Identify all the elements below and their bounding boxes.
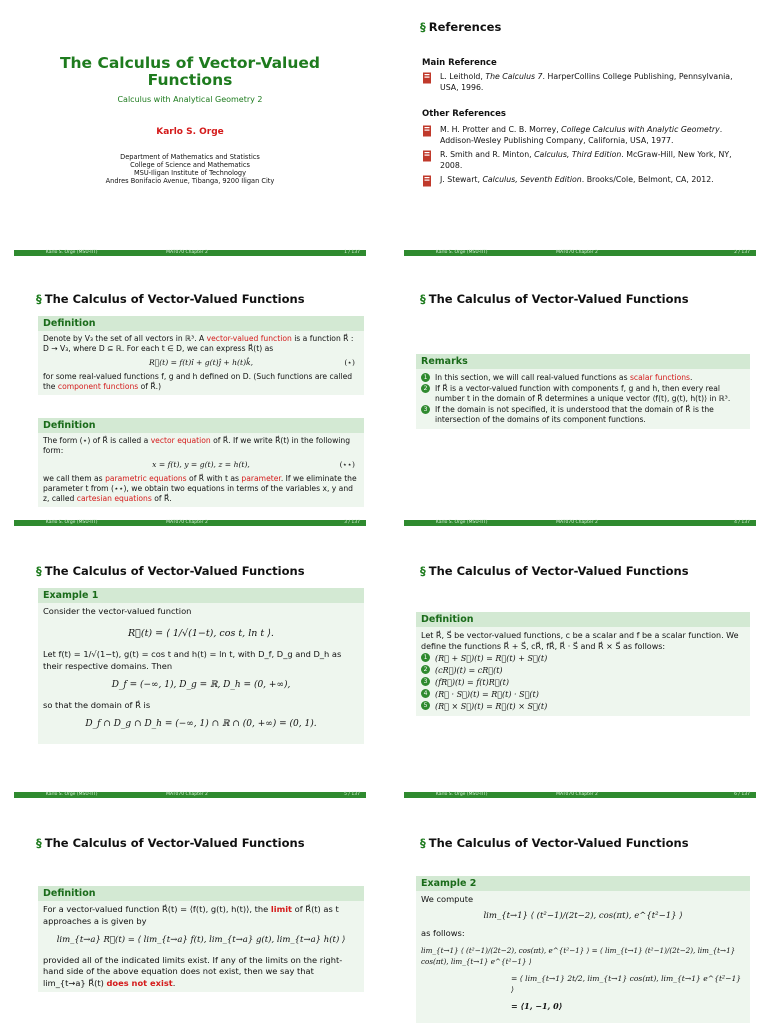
book-icon xyxy=(422,72,432,84)
definition-block: Definition For a vector-valued function R⃗(t) = ⟨f(t), g(t), h(t)⟩, the limit of R⃗(t) as t approaches a is given by lim_{t→a} R⃗(t) = ⟨ lim_{t→a} f(t), lim_{t→a} g(t), lim_{t→a} h(t) ⟩ provided all of the indicated limits exist. If any of the limits on the right-hand side of the above equation does not exist, then we say that lim_{t→a} R⃗(t) does not exist. xyxy=(38,886,364,992)
section-heading: § The Calculus of Vector-Valued Functions xyxy=(420,292,689,306)
slide-4 xyxy=(404,280,756,540)
slide-6 xyxy=(404,552,756,812)
definition-block: Definition The form (⋆) of R⃗ is called a vector equation of R⃗. If we write R⃗(t) in the following form: x = f(t), y = g(t), z = h(t), (⋆⋆) we call them as parametric equations of R⃗ with t as parameter. If we eliminate the parameter t from (⋆⋆), we obtain two equations in terms of the variables x, y and z, called cartesian equations of R⃗. xyxy=(38,418,364,507)
slide-footer: Karlo S. Orge (MSU-IIT) MAT070 Chapter 2 2 / 137 xyxy=(404,250,756,256)
remarks-block: Remarks 1 In this section, we will call real-valued functions as scalar functions. 2 If R⃗ is a vector-valued function with components f, g and h, then every real number t in the domain of R⃗ determines a unique vector ⟨f(t), g(t), h(t)⟩ in ℝ³. 3 If the domain is not specified, it is understood that the domain of R⃗ is the intersection of the domains of its component functions. xyxy=(416,354,750,429)
book-icon xyxy=(422,150,432,162)
slide-3 xyxy=(14,280,366,540)
section-heading: § The Calculus of Vector-Valued Functions xyxy=(36,564,305,578)
section-heading: § The Calculus of Vector-Valued Functions xyxy=(420,836,689,850)
slide-title: The Calculus of Vector-Valued Functions xyxy=(59,54,321,89)
section-heading: § The Calculus of Vector-Valued Functions xyxy=(420,564,689,578)
affiliation: Department of Mathematics and Statistics College of Science and Mathematics MSU-Iligan Institute of Technology Andres Bonifacio Avenue, Tibanga, 9200 Iligan City xyxy=(105,153,275,185)
section-heading: § References xyxy=(420,20,502,34)
reference-item: M. H. Protter and C. B. Morrey, College Calculus with Analytic Geometry. Addison-Wesley Publishing Company, California, USA, 1977. xyxy=(422,125,742,146)
author-name: Karlo S. Orge xyxy=(156,127,224,137)
book-icon xyxy=(422,125,432,137)
reference-item: J. Stewart, Calculus, Seventh Edition. Brooks/Cole, Belmont, CA, 2012. xyxy=(422,175,742,187)
slide-2 xyxy=(404,0,756,260)
main-reference-list xyxy=(422,72,742,97)
other-references-label: Other References xyxy=(422,109,506,119)
book-icon xyxy=(422,175,432,187)
slide-7 xyxy=(14,824,366,1024)
slide-footer: Karlo S. Orge (MSU-IIT) MAT070 Chapter 2 6 / 137 xyxy=(404,792,756,798)
slide-footer: Karlo S. Orge (MSU-IIT) MAT070 Chapter 2 4 / 137 xyxy=(404,520,756,526)
other-reference-list xyxy=(422,125,742,191)
reference-item: L. Leithold, The Calculus 7. HarperCollins College Publishing, Pennsylvania, USA, 1996. xyxy=(422,72,742,93)
main-reference-label: Main Reference xyxy=(422,58,497,68)
definition-block: Definition Denote by V₃ the set of all vectors in ℝ³. A vector-valued function is a function R⃗ : D → V₃, where D ⊆ ℝ. For each t ∈ D, we can express R⃗(t) as R⃗(t) = f(t)î + g(t)ĵ + h(t)k̂, (⋆) for some real-valued functions f, g and h defined on D. (Such functions are called the component functions of R⃗.) xyxy=(38,316,364,395)
definition-block: Definition Let R⃗, S⃗ be vector-valued functions, c be a scalar and f be a scalar function. We define the functions R⃗ + S⃗, cR⃗, fR⃗, R⃗ · S⃗ and R⃗ × S⃗ as follows: 1 (R⃗ + S⃗)(t) = R⃗(t) + S⃗(t) 2 (cR⃗)(t) = cR⃗(t) 3 (fR⃗)(t) = f(t)R⃗(t) 4 (R⃗ · S⃗)(t) = R⃗(t) · S⃗(t) 5 (R⃗ × S⃗)(t) = R⃗(t) × S⃗(t) xyxy=(416,612,750,716)
slide-footer: Karlo S. Orge (MSU-IIT) MAT070 Chapter 2 5 / 137 xyxy=(14,792,366,798)
example-block: Example 2 We compute lim_{t→1} ⟨ (t²−1)/(2t−2), cos(πt), e^{t²−1} ⟩ as follows: lim_{t→1} ⟨ (t²−1)/(2t−2), cos(πt), e^{t²−1} ⟩ = ⟨ lim_{t→1} (t²−1)/(2t−2), lim_{t→1} cos(πt), lim_{t→1} e^{t²−1} ⟩ = ⟨ lim_{t→1} 2t/2, lim_{t→1} cos(πt), lim_{t→1} e^{t²−1} ⟩ = ⟨1, −1, 0⟩ xyxy=(416,876,750,1023)
slide-8 xyxy=(404,824,756,1024)
reference-item: R. Smith and R. Minton, Calculus, Third Edition. McGraw-Hill, New York, NY, 2008. xyxy=(422,150,742,171)
example-block: Example 1 Consider the vector-valued function R⃗(t) = ⟨ 1/√(1−t), cos t, ln t ⟩. Let f(t) = 1/√(1−t), g(t) = cos t and h(t) = ln t, with D_f, D_g and D_h as their respective domains. Then D_f = (−∞, 1), D_g = ℝ, D_h = (0, +∞), so that the domain of R⃗ is D_f ∩ D_g ∩ D_h = (−∞, 1) ∩ ℝ ∩ (0, +∞) = (0, 1). xyxy=(38,588,364,744)
slide-subtitle: Calculus with Analytical Geometry 2 xyxy=(117,95,263,104)
slide-5 xyxy=(14,552,366,812)
section-heading: § The Calculus of Vector-Valued Functions xyxy=(36,292,305,306)
slide-1 xyxy=(14,0,366,260)
section-heading: § The Calculus of Vector-Valued Functions xyxy=(36,836,305,850)
slide-footer: Karlo S. Orge (MSU-IIT) MAT070 Chapter 2 3 / 137 xyxy=(14,520,366,526)
slide-footer: Karlo S. Orge (MSU-IIT) MAT070 Chapter 2 1 / 137 xyxy=(14,250,366,256)
